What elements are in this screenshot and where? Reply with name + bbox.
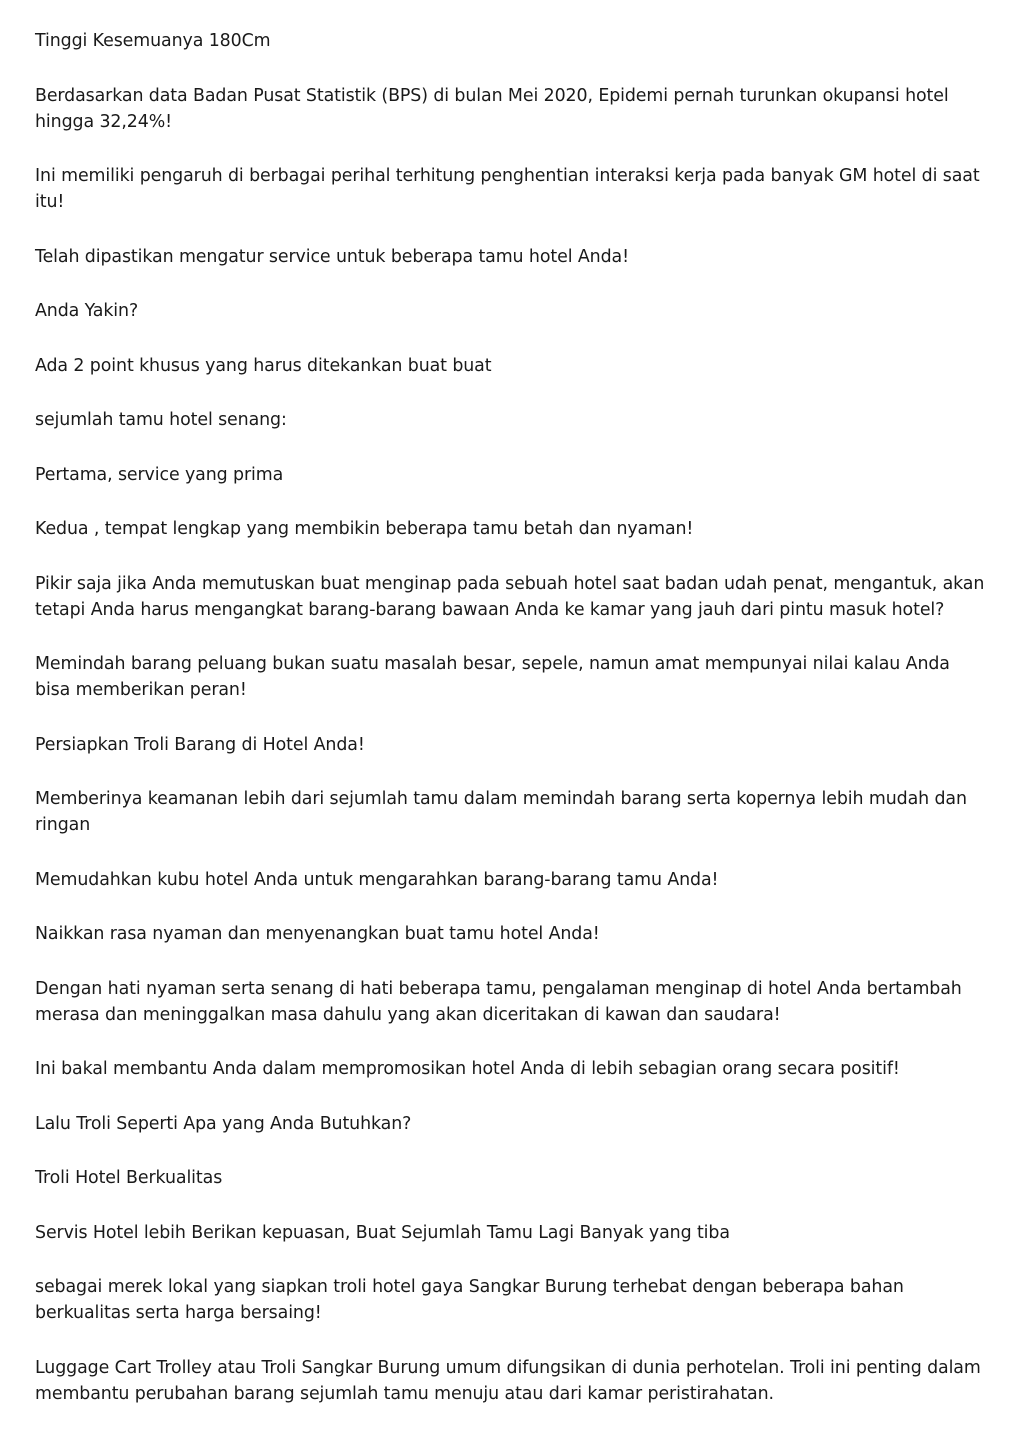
paragraph: Memberinya keamanan lebih dari sejumlah tamu dalam memindah barang serta kopernya lebih mudah dan ringan [35,789,967,835]
paragraph: Lalu Troli Seperti Apa yang Anda Butuhkan? [35,1113,412,1134]
paragraph: Troli Hotel Berkualitas [35,1168,223,1188]
document-body [35,28,985,1435]
paragraph: Memindah barang peluang bukan suatu masalah besar, sepele, namun amat mempunyai nilai kalau Anda bisa memberikan peran! [35,654,950,700]
paragraph: Pertama, service yang prima [35,464,284,485]
paragraph: Ada 2 point khusus yang harus ditekankan buat buat [35,355,492,376]
paragraph: Tinggi Kesemuanya 180Cm [35,31,271,51]
paragraph: Servis Hotel lebih Berikan kepuasan, Buat Sejumlah Tamu Lagi Banyak yang tiba [35,1222,730,1243]
paragraph: Kedua , tempat lengkap yang membikin beberapa tamu betah dan nyaman! [35,519,694,539]
paragraph: Berdasarkan data Badan Pusat Statistik (BPS) di bulan Mei 2020, Epidemi pernah turunkan okupansi hotel hingga 32,24%! [35,85,949,132]
paragraph: Telah dipastikan mengatur service untuk beberapa tamu hotel Anda! [35,246,629,267]
paragraph: Persiapkan Troli Barang di Hotel Anda! [35,734,365,755]
paragraph: Luggage Cart Trolley atau Troli Sangkar Burung umum difungsikan di dunia perhotelan. Troli ini penting dalam membantu perubahan barang sejumlah tamu menuju atau dari kamar peristirahatan. [35,1357,981,1404]
paragraph: Memudahkan kubu hotel Anda untuk mengarahkan barang-barang tamu Anda! [35,869,719,890]
paragraph: Ini memiliki pengaruh di berbagai perihal terhitung penghentian interaksi kerja pada banyak GM hotel di saat itu! [35,166,980,212]
paragraph: sebagai merek lokal yang siapkan troli hotel gaya Sangkar Burung terhebat dengan beberapa bahan berkualitas serta harga bersaing! [35,1277,904,1323]
paragraph: sejumlah tamu hotel senang: [35,410,287,430]
paragraph: Anda Yakin? [35,301,139,321]
paragraph: Dengan hati nyaman serta senang di hati beberapa tamu, pengalaman menginap di hotel Anda bertambah merasa dan meninggalkan masa dahulu yang akan diceritakan di kawan dan saudara! [35,978,962,1025]
paragraph: Ini bakal membantu Anda dalam mempromosikan hotel Anda di lebih sebagian orang secara positif! [35,1059,900,1079]
paragraph: Naikkan rasa nyaman dan menyenangkan buat tamu hotel Anda! [35,924,600,944]
paragraph: Pikir saja jika Anda memutuskan buat menginap pada sebuah hotel saat badan udah penat, mengantuk, akan tetapi Anda harus mengangkat barang-barang bawaan Anda ke kamar yang jauh dari pintu masuk hotel? [35,573,985,620]
